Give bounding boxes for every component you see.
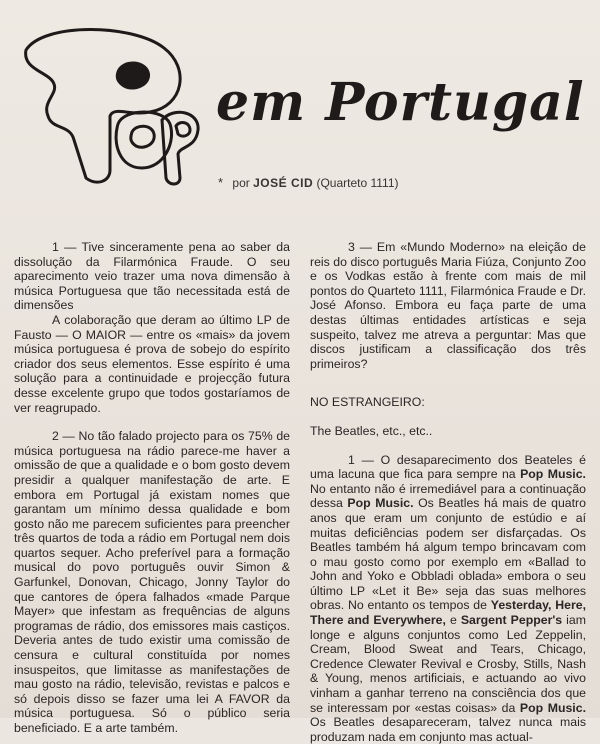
right-paragraph-1: 3 — Em «Mundo Moderno» na eleição de reis do disco português Maria Fiúza, Conjunto Zoo e os Vodkas estão à frente com mais de mil pontos do Quarteto 1111, Filarmónica Fraude e Dr. José Afonso. Embora eu faça parte de uma destas últimas entidades artísticas e seja suspeito, talvez me atreva a perguntar: Mas que discos justificam a classificação dos três primeiros? bbox=[310, 240, 586, 371]
headline: em Portugal bbox=[216, 72, 585, 133]
section-heading: NO ESTRANGEIRO: bbox=[310, 395, 425, 410]
byline-author: JOSÉ CID bbox=[253, 176, 314, 190]
left-paragraph-3: 2 — No tão falado projecto para os 75% de música portuguesa na rádio parece-me haver a omissão de que a qualidade e o bom gosto devem presidir a qualquer manifestação de arte. E embora em Portugal já existam nomes que garantam um mínimo dessa qualidade e bom gosto não me parecem suficientes para preencher três quartos de toda a rádio em Portugal nem dois quartos sequer. Acho preferível para a formação musical do povo português ouvir Simon & Garfunkel, Donovan, Chicago, Jonny Taylor do que cantores de ópera falhados «made Parque Mayer» que infestam as frequências de alguns programas de rádio, dos emissores mais castiços. Deveria antes de tudo existir uma comissão de censura e cultural constituída por nomes insuspeitos, que limitasse as manifestações de mau gosto na rádio, televisão, revistas e palcos e só depois disso se fazer uma lei A FAVOR da música portuguesa. Só o público seria beneficiado. E a arte também. bbox=[14, 429, 290, 735]
byline bbox=[218, 175, 399, 190]
byline-group: (Quarteto 1111) bbox=[316, 176, 399, 190]
byline-marker: * bbox=[218, 175, 224, 190]
pop-logo bbox=[14, 20, 204, 190]
left-paragraph-2: A colaboração que deram ao último LP de Fausto — O MAIOR — entre os «mais» da jovem música portuguesa é prova de sobejo do espírito criador dos seus elementos. Esse espírito é uma solução para a continuidade e projecção futura desse excelente grupo que todos gostaríamos de ver reagrupado. bbox=[14, 312, 290, 415]
left-column bbox=[14, 240, 290, 736]
section-subheading: The Beatles, etc., etc.. bbox=[310, 423, 433, 438]
left-paragraph-1: 1 — Tive sinceramente pena ao saber da dissolução da Filarmónica Fraude. O seu aparecimento veio trazer uma nova dimensão à música Portuguesa que tão necessitada está de dimensões bbox=[14, 240, 290, 313]
byline-por: por bbox=[232, 176, 250, 190]
right-paragraph-2: 1 — O desaparecimento dos Beateles é uma lacuna que fica para sempre na Pop Music. No entanto não é irremediável para a continuação dessa Pop Music. Os Beatles há mais de quatro anos que eram um conjunto de estúdio e aí muitas deficiências podem ser disfarçadas. Os Beatles também há algum tempo brincavam com o mau gosto como por exemplo em «Ballad to John and Yoko e Obbladi oblada» embora o seu último LP «Let it Be» seja das suas melhores obras. No entanto os tempos de Yesterday, Here, There and Everywhere, e Sargent Pepper's iam longe e alguns conjuntos como Led Zeppelin, Cream, Blood Sweat and Tears, Chicago, Credence Clewater Revival e Crosby, Stills, Nash & Young, menos artificiais, e actuando ao vivo vinham a ganhar terreno na consciência dos que se interessam por «estas coisas» da Pop Music. Os Beatles desapareceram, talvez nunca mais produzam nada em conjunto mas actual- bbox=[310, 452, 586, 744]
right-column bbox=[310, 240, 586, 744]
